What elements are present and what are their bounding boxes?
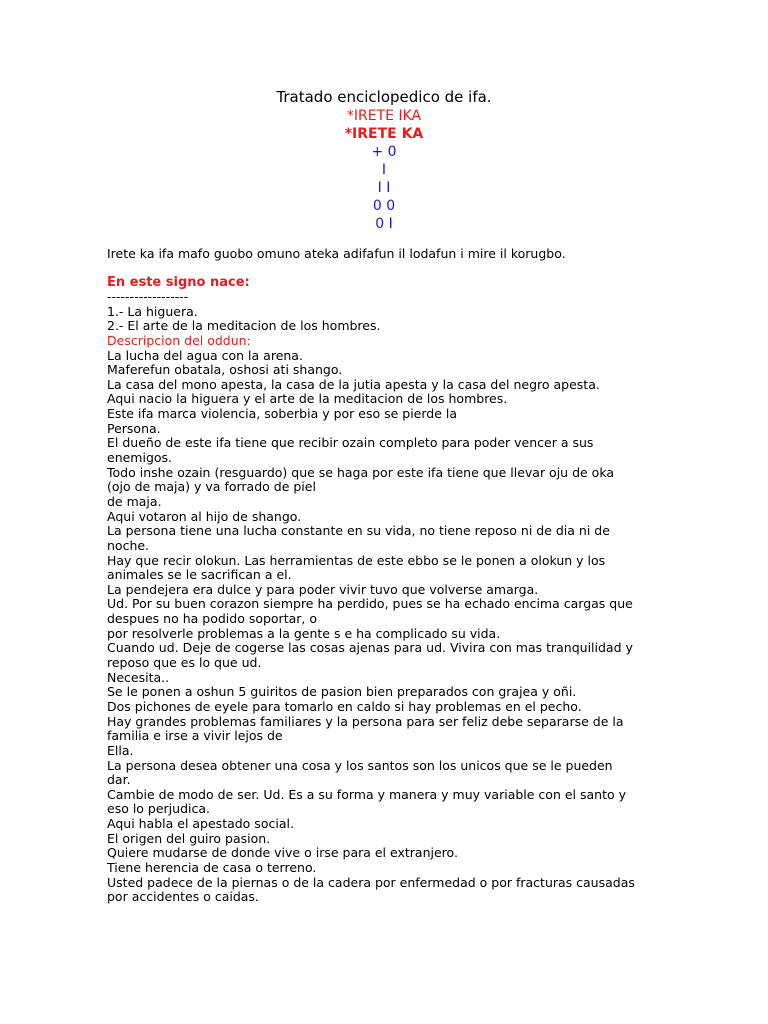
body-line: dar.	[107, 772, 131, 788]
intro-paragraph: Irete ka ifa mafo guobo omuno ateka adifafun il lodafun i mire il korugbo.	[107, 246, 566, 261]
body-line: Usted padece de la piernas o de la cadera por enfermedad o por fracturas causadas	[107, 874, 635, 890]
body-line: eso lo perjudica.	[107, 801, 210, 817]
body-line: reposo que es lo que ud.	[107, 655, 262, 671]
sign-line: I I	[377, 180, 391, 196]
body-line: Aqui nacio la higuera y el arte de la meditacion de los hombres.	[107, 391, 508, 407]
body-line: Quiere mudarse de donde vive o irse para el extranjero.	[107, 845, 458, 861]
body-line: La persona tiene una lucha constante en su vida, no tiene reposo ni de dia ni de	[107, 523, 610, 539]
sign-line: 0 I	[375, 216, 393, 232]
body-text	[107, 290, 667, 905]
sign-line: I	[381, 162, 387, 178]
body-line: Necesita..	[107, 669, 170, 685]
body-line: Persona.	[107, 420, 161, 436]
body-line: despues no ha podido soportar, o	[107, 611, 317, 627]
body-line: 2.- El arte de la meditacion de los hombres.	[107, 318, 381, 334]
body-line: Tiene herencia de casa o terreno.	[107, 859, 317, 875]
body-line: Aqui habla el apestado social.	[107, 816, 294, 832]
body-line: Hay grandes problemas familiares y la persona para ser feliz debe separarse de la	[107, 713, 624, 729]
body-line: La lucha del agua con la arena.	[107, 347, 303, 363]
body-line: animales se le sacrifican a el.	[107, 567, 292, 583]
body-line: (ojo de maja) y va forrado de piel	[107, 479, 316, 495]
body-line: La pendejera era dulce y para poder vivir tuvo que volverse amarga.	[107, 581, 539, 597]
body-line: de maja.	[107, 493, 162, 509]
body-line: Ud. Por su buen corazon siempre ha perdido, pues se ha echado encima cargas que	[107, 596, 633, 612]
body-line: por accidentes o caidas.	[107, 889, 259, 905]
sign-line: + 0	[371, 144, 397, 160]
sign-line: *IRETE IKA	[346, 108, 422, 124]
body-line: El dueño de este ifa tiene que recibir ozain completo para poder vencer a sus	[107, 435, 594, 451]
body-line: ------------------	[107, 289, 189, 304]
sign-line: 0 0	[372, 198, 396, 214]
body-line: Todo inshe ozain (resguardo) que se haga por este ifa tiene que llevar oju de oka	[107, 464, 614, 480]
body-line: Maferefun obatala, oshosi ati shango.	[107, 362, 343, 378]
body-line: Aqui votaron al hijo de shango.	[107, 508, 302, 524]
body-line: familia e irse a vivir lejos de	[107, 728, 283, 744]
body-line: La persona desea obtener una cosa y los santos son los unicos que se le pueden	[107, 757, 613, 773]
body-line: El origen del guiro pasion.	[107, 830, 271, 846]
body-line: Ella.	[107, 742, 134, 758]
body-line: noche.	[107, 537, 150, 553]
section-heading: En este signo nace:	[107, 275, 250, 290]
body-line: Cambie de modo de ser. Ud. Es a su forma y manera y muy variable con el santo y	[107, 786, 626, 802]
sign-line: *IRETE KA	[344, 126, 424, 142]
body-line: 1.- La higuera.	[107, 303, 198, 319]
body-line: por resolverle problemas a la gente s e ha complicado su vida.	[107, 625, 501, 641]
body-line: Se le ponen a oshun 5 guiritos de pasion bien preparados con grajea y oñi.	[107, 684, 577, 700]
body-line: Descripcion del oddun:	[107, 332, 251, 348]
body-line: La casa del mono apesta, la casa de la jutia apesta y la casa del negro apesta.	[107, 376, 600, 392]
body-line: Dos pichones de eyele para tomarlo en caldo si hay problemas en el pecho.	[107, 698, 582, 714]
sign-block	[0, 107, 768, 233]
body-line: Cuando ud. Deje de cogerse las cosas ajenas para ud. Vivira con mas tranquilidad y	[107, 640, 633, 656]
document-title: Tratado enciclopedico de ifa.	[276, 88, 492, 106]
body-line: Hay que recir olokun. Las herramientas de este ebbo se le ponen a olokun y los	[107, 552, 606, 568]
body-line: Este ifa marca violencia, soberbia y por eso se pierde la	[107, 406, 458, 422]
body-line: enemigos.	[107, 450, 173, 466]
